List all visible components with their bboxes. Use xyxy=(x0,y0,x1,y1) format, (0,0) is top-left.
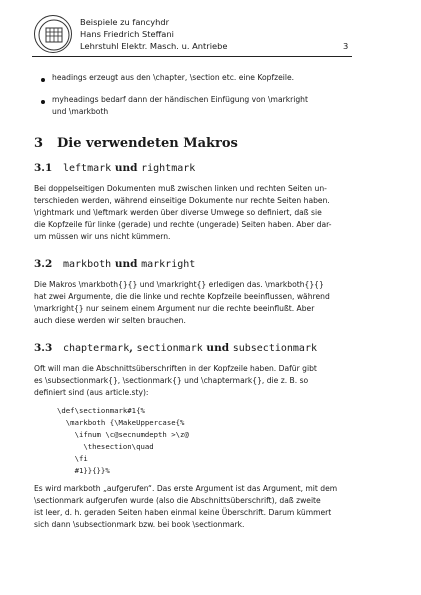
paragraph-line: die Kopfzeile für linke (gerade) und rechte (ungerade) Seiten haben. Aber dar- xyxy=(34,220,332,229)
paragraph-line: um müssen wir uns nicht kümmern. xyxy=(34,232,171,241)
code-line: #1}}{}}% xyxy=(57,466,110,475)
bullet-dot xyxy=(41,78,45,82)
paragraph-line: \sectionmark aufgerufen wurde (also die Abschnittsüberschrift), daß zweite xyxy=(34,496,321,505)
paragraph-line: Bei doppelseitigen Dokumenten muß zwischen linken und rechten Seiten un- xyxy=(34,184,327,193)
paragraph-line: Es wird markboth „aufgerufen“. Das erste Argument ist das Argument, mit dem xyxy=(34,484,338,493)
bullet-text: und \markboth xyxy=(52,107,109,116)
subsection-number: 3.1 xyxy=(34,162,53,174)
bullet-dot xyxy=(41,100,45,104)
paragraph-line: definiert sind (aus article.sty): xyxy=(34,388,149,397)
paragraph-line: Die Makros \markboth{}{} und \markright{} erledigen das. \markboth{}{} xyxy=(34,280,324,289)
university-seal-logo xyxy=(34,15,72,53)
paragraph-line: \rightmark und \leftmark werden über diverse Umwege so definiert, daß sie xyxy=(34,208,322,217)
code-line: \ifnum \c@secnumdepth >\z@ xyxy=(57,430,189,439)
code-line: \markboth {\MakeUppercase{% xyxy=(57,418,185,427)
paragraph-line: es \subsectionmark{}, \sectionmark{} und \chaptermark{}, die z. B. so xyxy=(34,376,309,385)
paragraph-line: ist leer, d. h. geraden Seiten haben einmal keine Überschrift. Darum kümmert xyxy=(34,508,332,517)
subsection-title: markboth und markright xyxy=(63,258,196,270)
subsection-title: chaptermark, sectionmark und subsectionmark xyxy=(63,342,317,354)
code-line: \def\sectionmark#1{% xyxy=(57,406,145,415)
paragraph-line: \markright{} nur seinem einem Argument nur die rechte beeinflußt. Aber xyxy=(34,304,315,313)
header-institution: Lehrstuhl Elektr. Masch. u. Antriebe xyxy=(80,41,228,51)
subsection-number: 3.3 xyxy=(34,342,53,354)
subsection-number: 3.2 xyxy=(34,258,53,270)
page-number: 3 xyxy=(343,41,349,51)
paragraph-line: Oft will man die Abschnittsüberschriften in der Kopfzeile haben. Dafür gibt xyxy=(34,364,317,373)
subsection-title: leftmark und rightmark xyxy=(63,162,196,174)
paragraph-line: sich dann \subsectionmark bzw. bei book \sectionmark. xyxy=(34,520,245,529)
code-line: \thesection\quad xyxy=(57,442,154,451)
header-author: Hans Friedrich Steffani xyxy=(80,29,174,39)
section-title: Die verwendeten Makros xyxy=(57,136,238,151)
header-title: Beispiele zu fancyhdr xyxy=(80,17,170,27)
paragraph-line: terschieden werden, während einseitige Dokumente nur rechte Seiten haben. xyxy=(34,196,330,205)
paragraph-line: hat zwei Argumente, die die linke und rechte Kopfzeile beeinflussen, während xyxy=(34,292,330,301)
header-rule xyxy=(32,56,352,57)
code-line: \fi xyxy=(57,454,88,463)
paragraph-line: auch diese werden wir selten brauchen. xyxy=(34,316,186,325)
bullet-text: headings erzeugt aus den \chapter, \section etc. eine Kopfzeile. xyxy=(52,73,295,82)
section-number: 3 xyxy=(34,136,44,151)
bullet-text: myheadings bedarf dann der händischen Einfügung von \markright xyxy=(52,95,308,104)
